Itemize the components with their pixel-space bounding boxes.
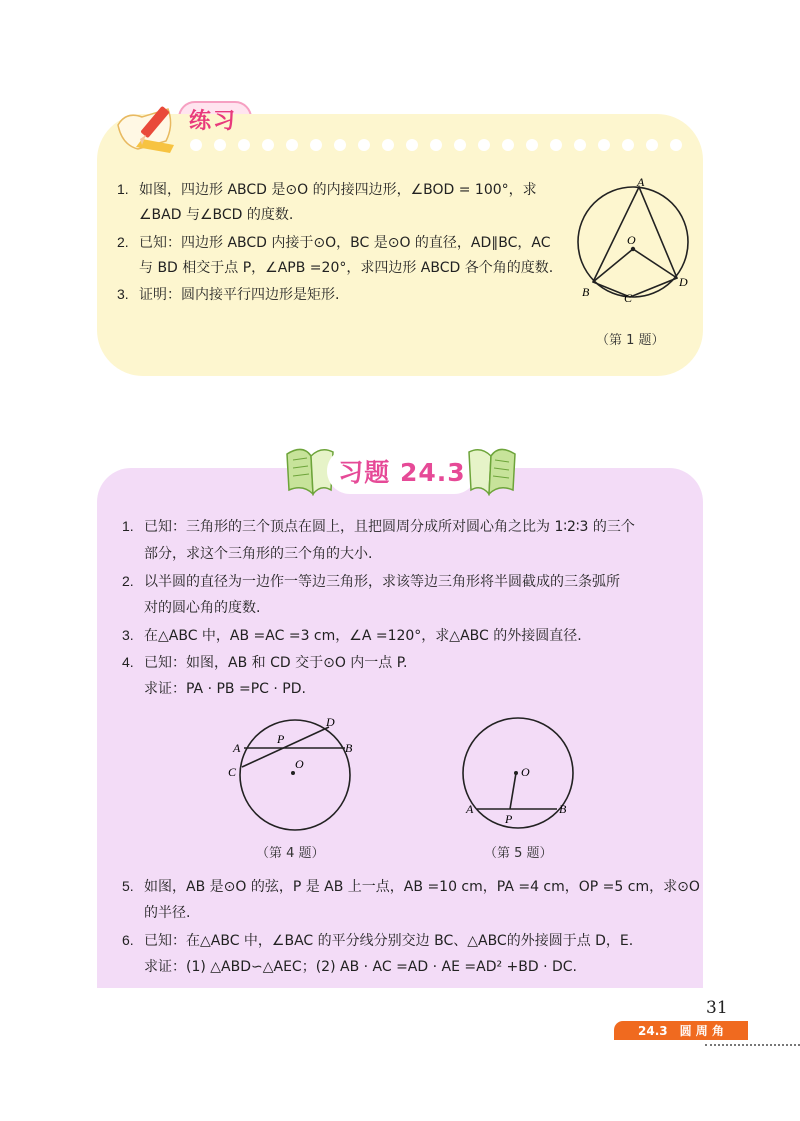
exercise-title: 习题 24.3 bbox=[338, 458, 466, 487]
fig4-label-p: P bbox=[277, 732, 285, 746]
practice-question-2-cont: 与 BD 相交于点 P，∠APB =20°，求四边形 ABCD 各个角的度数. bbox=[139, 260, 554, 276]
practice-question-3: 3. 证明：圆内接平行四边形是矩形. bbox=[117, 286, 340, 303]
figure-1-caption: （第 1 题） bbox=[596, 333, 665, 348]
fig1-label-o: O bbox=[627, 233, 636, 247]
practice-question-1: 1. 如图，四边形 ABCD 是⊙O 的内接四边形，∠BOD = 100°，求 bbox=[117, 181, 537, 198]
open-book-icon bbox=[465, 440, 519, 498]
fig1-label-a: A bbox=[637, 175, 645, 189]
exercise-header bbox=[283, 440, 519, 498]
exercise-question-1-cont: 部分，求这个三角形的三个角的大小. bbox=[144, 546, 373, 562]
fig4-label-d: D bbox=[326, 715, 335, 729]
fig1-label-b: B bbox=[582, 285, 590, 299]
figure-5-caption: （第 5 题） bbox=[484, 846, 553, 861]
exercise-question-3: 3. 在△ABC 中，AB =AC =3 cm，∠A =120°，求△ABC 的外接圆直径. bbox=[122, 627, 582, 644]
practice-question-2: 2. 已知：四边形 ABCD 内接于⊙O，BC 是⊙O 的直径，AD∥BC，AC bbox=[117, 234, 551, 251]
fig5-label-o: O bbox=[521, 765, 530, 779]
fig4-label-b: B bbox=[345, 741, 353, 755]
fig1-label-c: C bbox=[624, 291, 633, 304]
figure-1-cyclic-quadrilateral bbox=[570, 174, 700, 304]
fig4-label-a: A bbox=[233, 741, 241, 755]
exercise-question-1: 1. 已知：三角形的三个顶点在圆上，且把圆周分成所对圆心角之比为 1∶2∶3 的三个 bbox=[122, 518, 635, 535]
fig5-label-b: B bbox=[559, 802, 567, 816]
section-tab: 24.3 圆 周 角 bbox=[614, 1021, 748, 1040]
figure-4-caption: （第 4 题） bbox=[256, 846, 325, 861]
footer-dotted-line bbox=[705, 1044, 800, 1048]
page-number: 31 bbox=[706, 998, 728, 1018]
exercise-question-5-cont: 的半径. bbox=[144, 905, 191, 921]
exercise-question-2: 2. 以半圆的直径为一边作一等边三角形，求该等边三角形将半圆截成的三条弧所 bbox=[122, 573, 620, 590]
fig4-label-o: O bbox=[295, 757, 304, 771]
exercise-question-2-cont: 对的圆心角的度数. bbox=[144, 600, 261, 616]
exercise-question-6-cont: 求证：(1) △ABD∽△AEC；(2) AB · AC =AD · AE =AD² +BD · DC. bbox=[144, 959, 578, 975]
figure-4-intersecting-chords bbox=[225, 710, 375, 840]
practice-question-1-cont: ∠BAD 与∠BCD 的度数. bbox=[139, 207, 294, 223]
figure-5-chord-point bbox=[455, 710, 595, 840]
fig1-label-d: D bbox=[679, 275, 688, 289]
exercise-question-5: 5. 如图，AB 是⊙O 的弦，P 是 AB 上一点，AB =10 cm，PA =4 cm，OP =5 cm，求⊙O bbox=[122, 878, 700, 895]
exercise-question-4-cont: 求证：PA · PB =PC · PD. bbox=[144, 681, 306, 697]
exercise-question-6: 6. 已知：在△ABC 中，∠BAC 的平分线分别交边 BC、△ABC的外接圆于点 D，E. bbox=[122, 932, 634, 949]
exercise-question-4: 4. 已知：如图，AB 和 CD 交于⊙O 内一点 P. bbox=[122, 654, 408, 671]
fig5-label-p: P bbox=[505, 812, 513, 826]
fig4-label-c: C bbox=[228, 765, 237, 779]
practice-title: 练习 bbox=[178, 101, 248, 137]
fig5-label-a: A bbox=[466, 802, 474, 816]
